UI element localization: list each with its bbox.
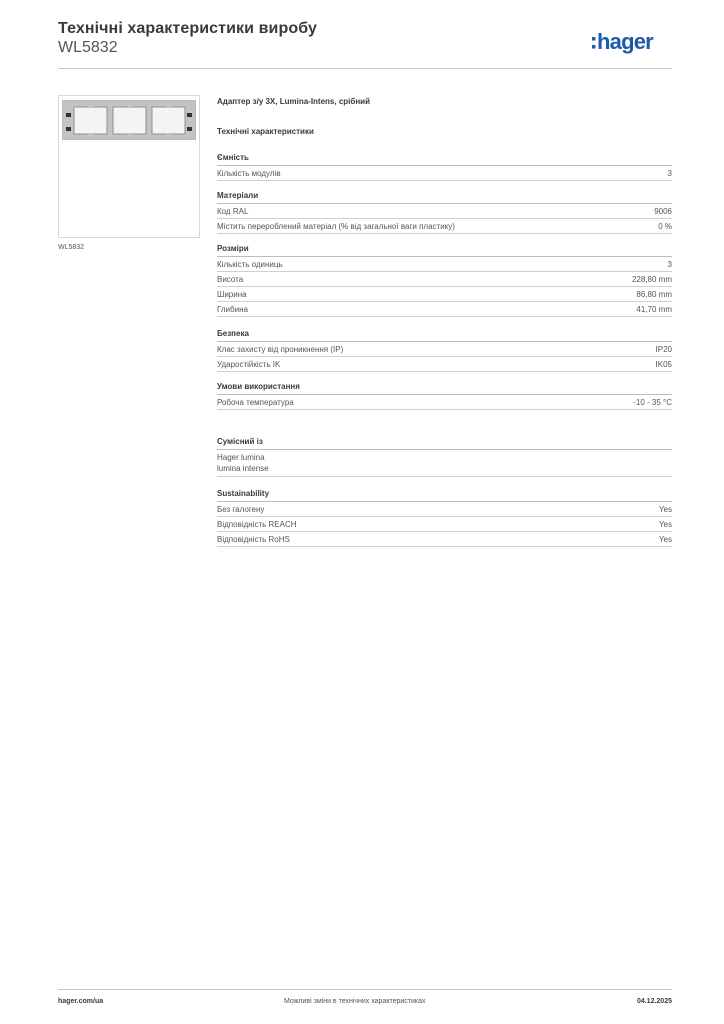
spec-label-line: Ширина: [217, 290, 247, 299]
spec-value: Yes: [658, 505, 672, 514]
spec-label-line: Відповідність RoHS: [217, 535, 290, 544]
spec-label-line: Містить перероблений матеріал (% від загальної ваги пластику): [217, 222, 455, 231]
spec-row: [217, 302, 672, 317]
spec-value: 228,80 mm: [631, 275, 672, 284]
spec-row: [217, 532, 672, 547]
spec-label: [217, 344, 343, 355]
spec-value: IK05: [655, 360, 672, 369]
spec-label-line: Кількість модулів: [217, 169, 281, 178]
spec-label: [217, 504, 264, 515]
spec-value: 0 %: [658, 222, 672, 231]
spec-value: 3: [667, 169, 672, 178]
spec-label-line: Кількість одиниць: [217, 260, 283, 269]
spec-label: [217, 274, 243, 285]
spec-row: [217, 450, 672, 477]
section-title: Умови використання: [217, 381, 672, 395]
spec-label: [217, 452, 269, 474]
spec-value: 86,80 mm: [636, 290, 672, 299]
spec-row: [217, 204, 672, 219]
spec-row: [217, 517, 672, 532]
spec-row: [217, 342, 672, 357]
spec-value: 3: [667, 260, 672, 269]
spec-sections: [217, 152, 672, 547]
spec-section: [217, 243, 672, 317]
spec-label-line: Висота: [217, 275, 244, 284]
spec-value: 41,70 mm: [636, 305, 672, 314]
spec-value: Yes: [658, 535, 672, 544]
section-title: Сумісний із: [217, 436, 672, 450]
spec-label-line: Клас захисту від проникнення (IP): [217, 345, 344, 354]
spec-label: [217, 206, 248, 217]
spec-label: [217, 534, 290, 545]
spec-section: [217, 381, 672, 410]
spec-label: [217, 259, 283, 270]
footer-website[interactable]: hager.com/ua: [58, 998, 104, 1005]
section-title: Матеріали: [217, 190, 672, 204]
product-image: [58, 95, 200, 238]
section-title: Безпека: [217, 328, 672, 342]
spec-label: [217, 289, 247, 300]
spec-column: [217, 96, 672, 547]
spec-label-line: Робоча температура: [217, 398, 294, 407]
page-title: Технічні характеристики виробу: [58, 20, 317, 37]
spec-row: [217, 357, 672, 372]
section-title: Розміри: [217, 243, 672, 257]
spec-label-line: Глибина: [217, 305, 248, 314]
svg-text:hager: hager: [597, 29, 653, 54]
footer-note: Можливі зміни в технічних характеристиках: [284, 998, 426, 1005]
footer-date: 04.12.2025: [636, 998, 672, 1005]
spec-section: [217, 436, 672, 477]
spec-row: [217, 257, 672, 272]
header-divider: [58, 68, 672, 69]
section-title: Ємність: [217, 152, 672, 166]
spec-section: [217, 152, 672, 181]
spec-label: [217, 304, 248, 315]
hager-logo: [592, 28, 674, 56]
spec-label-line: Відповідність REACH: [217, 520, 297, 529]
spec-label-line: Без галогену: [217, 505, 265, 514]
spec-row: [217, 166, 672, 181]
spec-section: [217, 488, 672, 547]
spec-value: -10 - 35 °C: [633, 398, 672, 407]
spec-label-line: Ударостійкість IK: [217, 360, 281, 369]
spec-value: 9006: [654, 207, 672, 216]
spec-label-line: Hager lumina: [217, 453, 265, 462]
spec-row: [217, 287, 672, 302]
spec-section: [217, 328, 672, 372]
spec-row: [217, 219, 672, 234]
spec-row: [217, 502, 672, 517]
page-subtitle: WL5832: [58, 39, 118, 56]
spec-heading: Технічні характеристики: [217, 127, 314, 136]
spec-label-line: Код RAL: [217, 207, 249, 216]
spec-label: [217, 221, 455, 232]
footer-divider: [58, 989, 672, 990]
spec-label: [217, 397, 294, 408]
product-name: Адаптер з/у 3X, Lumina-Intens, срібний: [217, 97, 370, 106]
spec-row: [217, 272, 672, 287]
spec-label-line: lumina intense: [217, 464, 269, 473]
spec-section: [217, 190, 672, 234]
spec-row: [217, 395, 672, 410]
spec-label: [217, 519, 297, 530]
image-caption: WL5832: [58, 244, 85, 251]
spec-value: Yes: [658, 520, 672, 529]
spec-label: [217, 359, 280, 370]
spec-value: IP20: [655, 345, 672, 354]
section-title: Sustainability: [217, 488, 672, 502]
spec-label: [217, 168, 281, 179]
